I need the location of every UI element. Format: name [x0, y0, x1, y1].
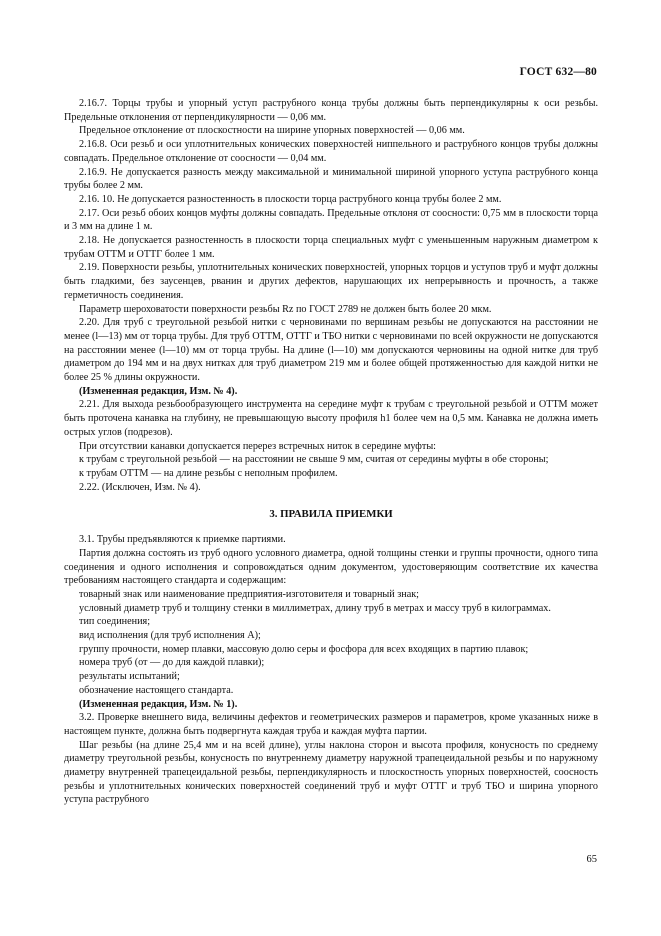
list-item: товарный знак или наименование предприятия-изготовителя и товарный знак;	[79, 588, 420, 600]
paragraph: 2.22. (Исключен, Изм. № 4).	[79, 481, 201, 493]
amendment-note: (Измененная редакция, Изм. № 1).	[79, 698, 238, 710]
document-body	[64, 97, 598, 807]
paragraph: 2.18. Не допускается разностенность в плоскости торца специальных муфт с уменьшенным наружным диаметром к трубам ОТТМ и ОТТГ более 1 мм.	[64, 235, 598, 260]
paragraph: 2.21. Для выхода резьбообразующего инструмента на середине муфт к трубам с треугольной резьбой и ОТТМ может быть проточена канавка на глубину, не превышающую высоту профиля h1 более чем на 0,5 мм. Канавка не должна иметь острых углов (подрезов).	[64, 399, 598, 438]
paragraph: 2.16.8. Оси резьб и оси уплотнительных конических поверхностей ниппельного и раструбного концов трубы должны совпадать. Предельное отклонение от соосности — 0,04 мм.	[64, 139, 598, 164]
paragraph: Шаг резьбы (на длине 25,4 мм и на всей длине), углы наклона сторон и высота профиля, конусность по среднему диаметру треугольной резьбы, конусность по внутреннему диаметру наружной трапецеидальной резьбы и по наружному диаметру внутренней трапецеидальной резьбы, перпендикулярность и плоскостность упорных поверхностей, соосность резьбы и уплотнительных конических поверхностей соединений труб и муфт ОТТГ и труб ТБО и ширина упорного уступа раструбного	[64, 739, 598, 806]
standard-code-header: ГОСТ 632—80	[519, 66, 597, 78]
list-item: условный диаметр труб и толщину стенки в миллиметрах, длину труб в метрах и массу труб в килограммах.	[79, 602, 551, 614]
paragraph: Партия должна состоять из труб одного условного диаметра, одной толщины стенки и группы прочности, одного типа соединения и одного исполнения и сопровождаться одним документом, удостоверяющим соответствие их качества требованиям настоящего стандарта и содержащим:	[64, 547, 598, 587]
list-item: обозначение настоящего стандарта.	[79, 684, 234, 696]
section-title: 3. ПРАВИЛА ПРИЕМКИ	[269, 508, 393, 521]
paragraph: 3.2. Проверке внешнего вида, величины дефектов и геометрических размеров и параметров, кроме указанных ниже в настоящем пункте, должна быть подвергнута каждая труба и каждая муфта партии.	[64, 712, 598, 737]
page-number: 65	[586, 854, 597, 865]
paragraph: 2.16.9. Не допускается разность между максимальной и минимальной шириной упорного уступа раструбного конца трубы более 2 мм.	[64, 166, 598, 192]
paragraph: 3.1. Трубы предъявляются к приемке партиями.	[79, 534, 286, 546]
paragraph: Параметр шероховатости поверхности резьбы Rz по ГОСТ 2789 не должен быть более 20 мкм.	[79, 303, 492, 315]
amendment-note: (Измененная редакция, Изм. № 4).	[79, 385, 238, 397]
list-item: тип соединения;	[79, 616, 151, 628]
list-item: номера труб (от — до для каждой плавки);	[79, 657, 265, 669]
paragraph: 2.16.7. Торцы трубы и упорный уступ раструбного конца трубы должны быть перпендикулярны к оси резьбы. Предельные отклонения от перпендикулярности — 0,06 мм.	[64, 98, 598, 123]
paragraph: к трубам с треугольной резьбой — на расстоянии не свыше 9 мм, считая от середины муфты в обе стороны;	[79, 454, 549, 466]
paragraph: к трубам ОТТМ — на длине резьбы с неполным профилем.	[79, 467, 338, 479]
paragraph: 2.19. Поверхности резьбы, уплотнительных конических поверхностей, упорных торцов и уступов труб и муфт должны быть гладкими, без заусенцев, рванин и других дефектов, нарушающих их непрерывность и прочность, а также герметичность соединения.	[64, 262, 598, 301]
list-item: группу прочности, номер плавки, массовую долю серы и фосфора для всех входящих в партию плавок;	[79, 643, 529, 655]
paragraph: Предельное отклонение от плоскостности на ширине упорных поверхностей — 0,06 мм.	[79, 125, 465, 137]
paragraph: 2.17. Оси резьб обоих концов муфты должны совпадать. Предельные отклоня от соосности: 0,75 мм в плоскости торца и 3 мм на длине 1 м.	[64, 207, 598, 233]
paragraph: 2.16. 10. Не допускается разностенность в плоскости торца раструбного конца трубы более 2 мм.	[79, 193, 502, 205]
paragraph: 2.20. Для труб с треугольной резьбой нитки с черновинами по вершинам резьбы не допускаются на расстоянии не менее (l—13) мм от торца трубы. Для труб ОТТМ, ОТТГ и ТБО нитки с черновинами по всей окружности не допускаются на расстоянии менее (l—10) мм от торца трубы. На длине (l—10) мм допускаются черновины на одной нитке для труб диаметром до 194 мм и на двух нитках для труб диаметром 219 мм и более общей протяженностью для каждой нитки не более 25 % длины окружности.	[64, 317, 598, 384]
paragraph: При отсутствии канавки допускается перерез встречных ниток в середине муфты:	[79, 440, 436, 452]
list-item: результаты испытаний;	[79, 671, 180, 683]
list-item: вид исполнения (для труб исполнения А);	[79, 630, 261, 642]
